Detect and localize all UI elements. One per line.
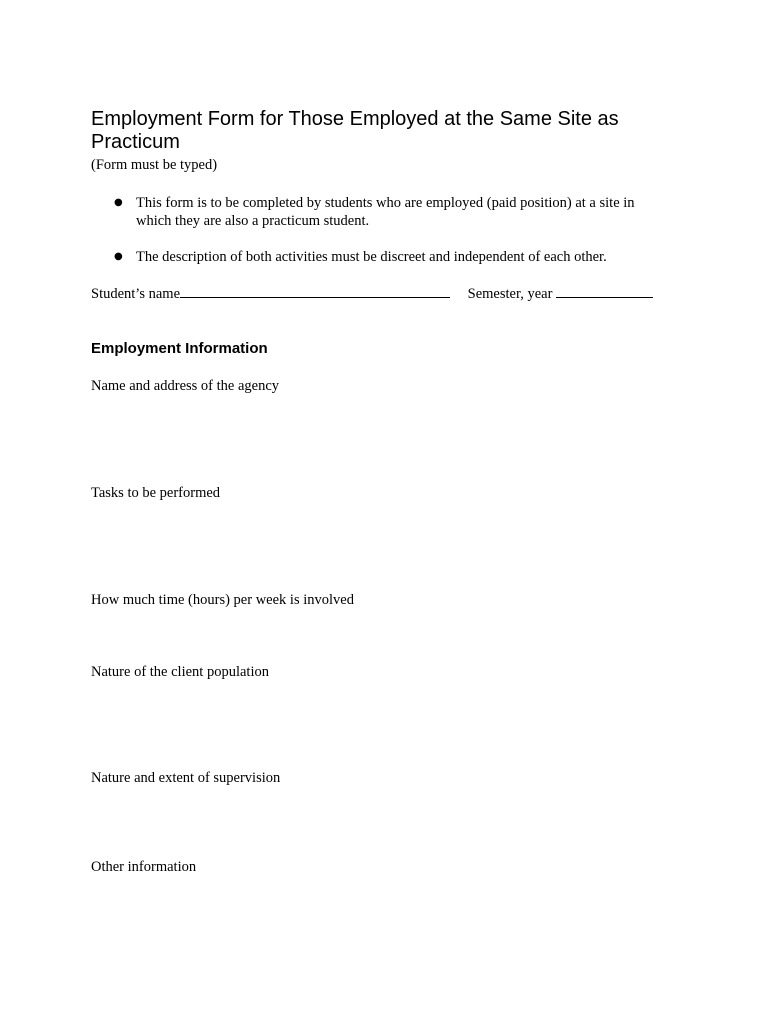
semester-label: Semester, year [467,286,553,302]
tasks-label: Tasks to be performed [91,485,221,501]
agency-label: Name and address of the agency [91,378,280,394]
bullet-icon: ● [114,197,123,208]
bullet-icon: ● [114,251,123,262]
student-name-label: Student’s name [91,286,181,302]
bullet-text: This form is to be completed by students who are employed (paid position) at a site in which they are also a practicum student. [136,195,635,229]
student-info-row [91,284,671,303]
form-title: Employment Form for Those Employed at the Same Site as Practicum [91,108,619,153]
form-subtitle: (Form must be typed) [91,157,218,173]
client-population-label: Nature of the client population [91,664,269,680]
bullet-text: The description of both activities must be discreet and independent of each other. [136,249,607,265]
list-item [110,248,670,266]
supervision-label: Nature and extent of supervision [91,770,281,786]
hours-label: How much time (hours) per week is involved [91,592,354,608]
section-heading: Employment Information [91,340,268,357]
semester-field[interactable] [556,284,653,298]
student-name-field[interactable] [180,284,450,298]
list-item [110,194,670,230]
other-information-label: Other information [91,859,197,875]
